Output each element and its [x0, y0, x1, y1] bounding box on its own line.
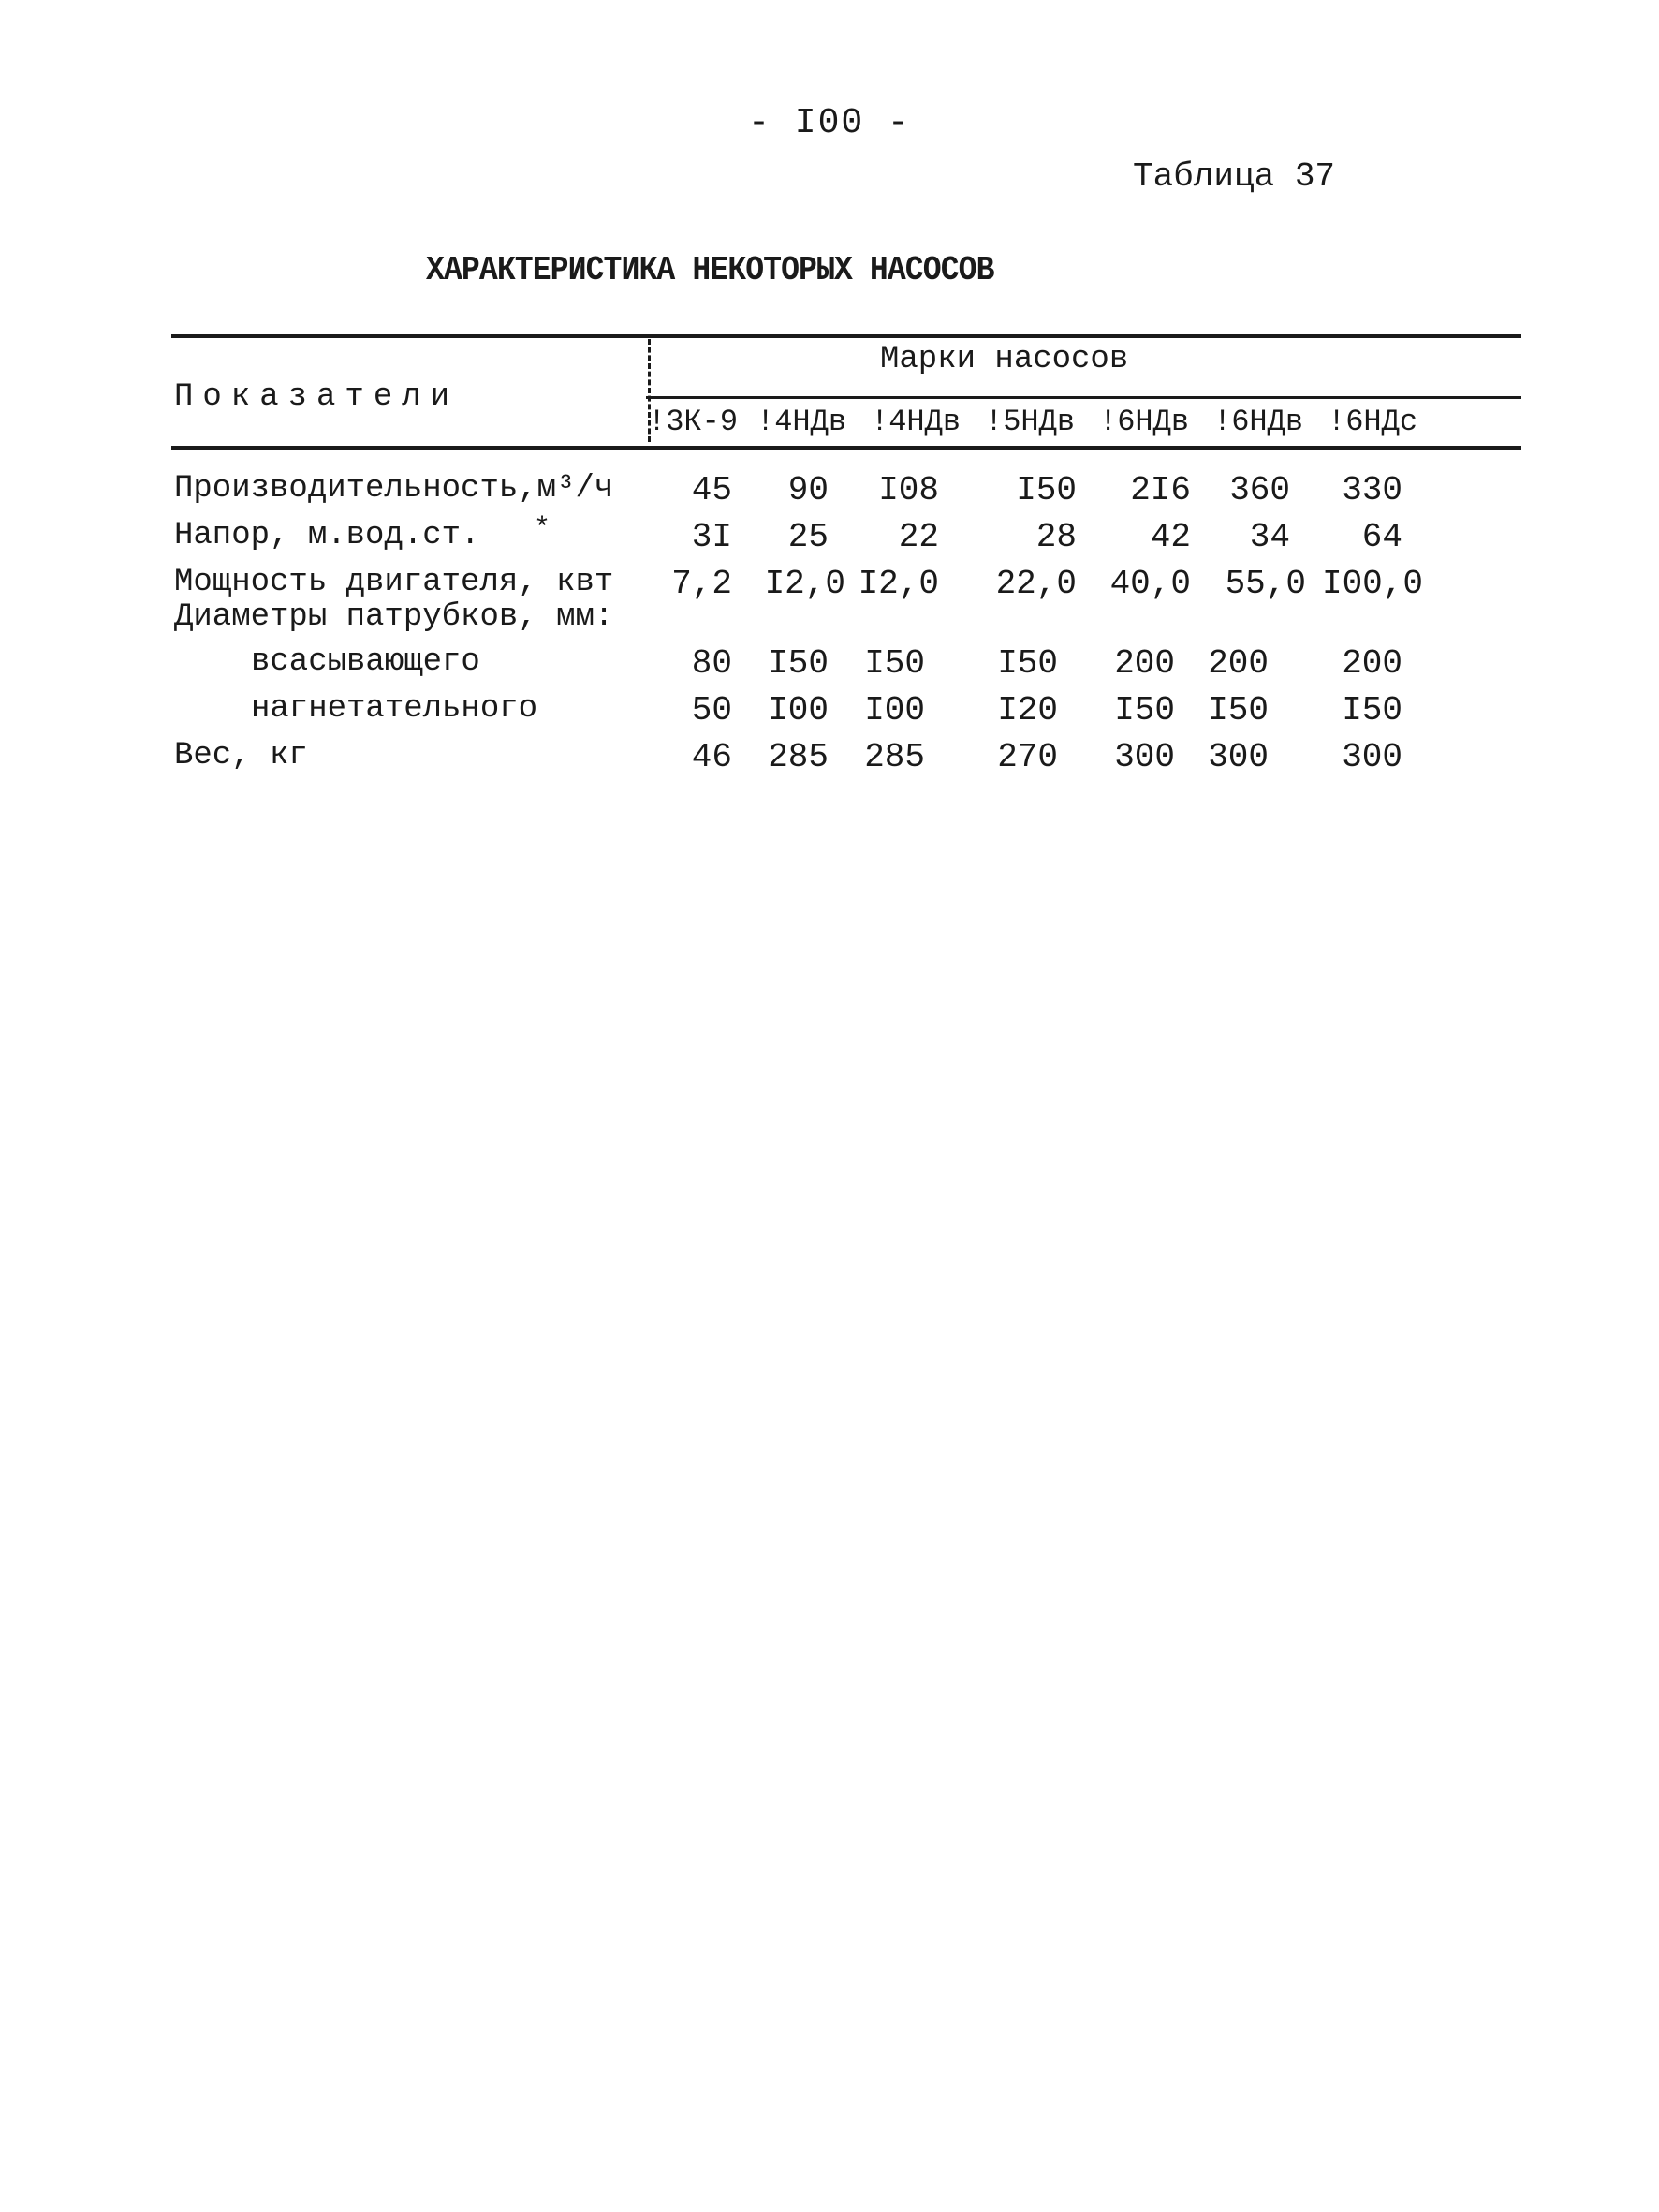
- table-cell: I08: [878, 471, 939, 509]
- row-label: Мощность двигателя, квт: [174, 565, 614, 600]
- row-label: Диаметры патрубков, мм:: [174, 599, 614, 635]
- column-header: !6НДс: [1328, 405, 1418, 439]
- table-cell: 200: [1342, 644, 1402, 683]
- table-cell: I50: [864, 644, 925, 683]
- table-cell: 360: [1229, 471, 1290, 509]
- row-label: нагнетательного: [251, 691, 538, 727]
- row-label: Производительность,м³/ч: [174, 471, 614, 507]
- table-cell: 46: [691, 738, 732, 776]
- table-cell: 25: [787, 518, 829, 556]
- table-top-rule: [171, 334, 1521, 338]
- column-header: !6НДв: [1213, 405, 1304, 439]
- table-cell: I00,0: [1321, 565, 1423, 603]
- group-header-label: Марки насосов: [880, 342, 1129, 377]
- table-header-divider: [646, 396, 1521, 399]
- table-cell: I50: [768, 644, 829, 683]
- table-cell: 3I: [691, 518, 732, 556]
- page-number: - I00 -: [748, 103, 911, 143]
- column-header: !5НДв: [985, 405, 1076, 439]
- table-cell: 45: [691, 471, 732, 509]
- table-cell: I20: [997, 691, 1058, 730]
- row-header-label: Показатели: [174, 379, 460, 415]
- table-cell: 50: [691, 691, 732, 730]
- table-cell: 300: [1114, 738, 1175, 776]
- table-cell: 200: [1208, 644, 1269, 683]
- table-cell: 34: [1249, 518, 1290, 556]
- table-cell: I50: [1342, 691, 1402, 730]
- column-header: !4НДв: [756, 405, 847, 439]
- column-header: !6НДв: [1099, 405, 1190, 439]
- table-cell: 42: [1150, 518, 1191, 556]
- table-cell: 22,0: [995, 565, 1077, 603]
- row-label: Напор, м.вод.ст.: [174, 518, 480, 553]
- table-cell: 285: [768, 738, 829, 776]
- table-cell: 55,0: [1225, 565, 1306, 603]
- table-cell: 22: [898, 518, 939, 556]
- table-cell: I50: [997, 644, 1058, 683]
- table-cell: 64: [1361, 518, 1402, 556]
- table-cell: 80: [691, 644, 732, 683]
- table-cell: 40,0: [1109, 565, 1191, 603]
- row-label: всасывающего: [251, 644, 480, 680]
- row-label: Вес, кг: [174, 738, 308, 774]
- table-cell: 90: [787, 471, 829, 509]
- table-cell: I50: [1208, 691, 1269, 730]
- table-cell: I2,0: [858, 565, 939, 603]
- table-label: Таблица 37: [1133, 157, 1336, 196]
- table-cell: I2,0: [764, 565, 845, 603]
- table-cell: 300: [1342, 738, 1402, 776]
- table-cell: 28: [1035, 518, 1077, 556]
- table-cell: I00: [768, 691, 829, 730]
- column-header: !3К-9: [648, 405, 739, 439]
- column-header: !4НДв: [871, 405, 962, 439]
- table-cell: 300: [1208, 738, 1269, 776]
- table-cell: 7,2: [671, 565, 732, 603]
- table-cell: 200: [1114, 644, 1175, 683]
- table-cell: 285: [864, 738, 925, 776]
- table-title: ХАРАКТЕРИСТИКА НЕКОТОРЫХ НАСОСОВ: [426, 251, 994, 289]
- table-cell: I50: [1016, 471, 1077, 509]
- footnote-marker: *: [534, 513, 551, 545]
- table-cell: I00: [864, 691, 925, 730]
- table-header-bottom-rule: [171, 446, 1521, 450]
- table-cell: I50: [1114, 691, 1175, 730]
- table-cell: 2I6: [1130, 471, 1191, 509]
- table-cell: 330: [1342, 471, 1402, 509]
- table-cell: 270: [997, 738, 1058, 776]
